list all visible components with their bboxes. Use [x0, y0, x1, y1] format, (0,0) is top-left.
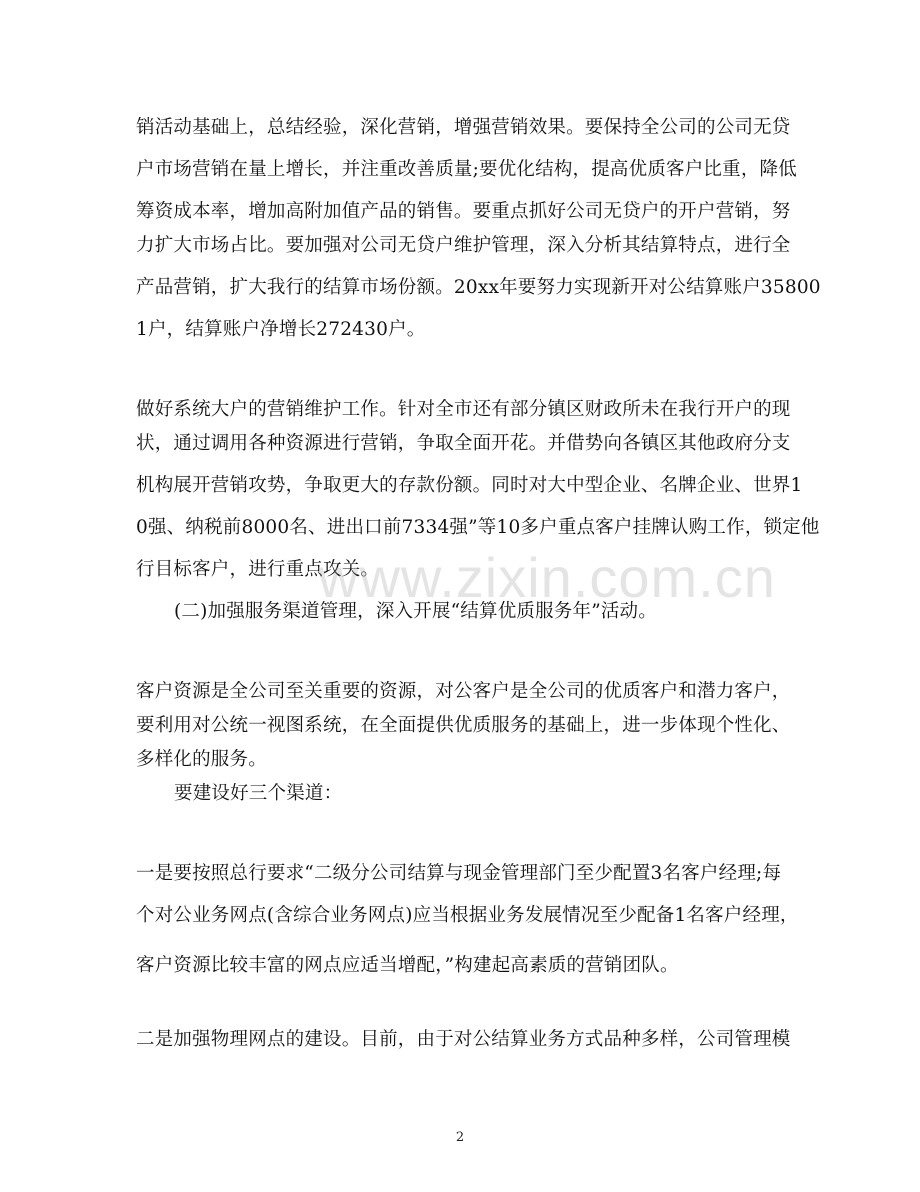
paragraph-line: 户市场营销在量上增长，并注重改善质量;要优化结构，提高优质客户比重，降低 — [136, 159, 797, 180]
channels-intro: 要建设好三个渠道： — [174, 783, 343, 804]
section-heading: (二)加强服务渠道管理，深入开展“结算优质服务年”活动。 — [174, 601, 657, 622]
paragraph-line: 客户资源是全公司至关重要的资源，对公客户是全公司的优质客户和潜力客户， — [136, 681, 791, 702]
paragraph-line: 多样化的服务。 — [136, 749, 267, 770]
paragraph-line: 一是要按照总行要求“二级分公司结算与现金管理部门至少配置3名客户经理;每 — [136, 863, 782, 884]
paragraph-line: 筹资成本率，增加高附加值产品的销售。要重点抓好公司无贷户的开户营销，努 — [136, 201, 791, 222]
paragraph-line: 客户资源比较丰富的网点应适当增配，”构建起高素质的营销团队。 — [136, 955, 679, 976]
paragraph-line: 二是加强物理网点的建设。目前，由于对公结算业务方式品种多样，公司管理模 — [136, 1029, 791, 1050]
paragraph-line: 状，通过调用各种资源进行营销，争取全面开花。并借势向各镇区其他政府分支 — [136, 433, 791, 454]
watermark: www.zixin.com.cn — [318, 546, 776, 609]
page-number: 2 — [455, 1130, 465, 1145]
paragraph-line: 销活动基础上，总结经验，深化营销，增强营销效果。要保持全公司的公司无贷 — [136, 117, 791, 138]
paragraph-line: 要利用对公统一视图系统，在全面提供优质服务的基础上，进一步体现个性化、 — [136, 715, 791, 736]
paragraph-line: 行目标客户，进行重点攻关。 — [136, 559, 380, 580]
paragraph-line: 做好系统大户的营销维护工作。针对全市还有部分镇区财政所未在我行开户的现 — [136, 399, 791, 420]
paragraph-line: 1户，结算账户净增长272430户。 — [136, 319, 426, 340]
paragraph-line: 个对公业务网点(含综合业务网点)应当根据业务发展情况至少配备1名客户经理， — [136, 905, 799, 926]
paragraph-line: 0强、纳税前8000名、进出口前7334强”等10多户重点客户挂牌认购工作，锁定他 — [136, 517, 820, 538]
paragraph-line: 力扩大市场占比。要加强对公司无贷户维护管理，深入分析其结算特点，进行全 — [136, 235, 791, 256]
paragraph-line: 产品营销，扩大我行的结算市场份额。20xx年要努力实现新开对公结算账户35800 — [136, 277, 821, 298]
paragraph-line: 机构展开营销攻势，争取更大的存款份额。同时对大中型企业、名牌企业、世界1 — [136, 475, 803, 496]
